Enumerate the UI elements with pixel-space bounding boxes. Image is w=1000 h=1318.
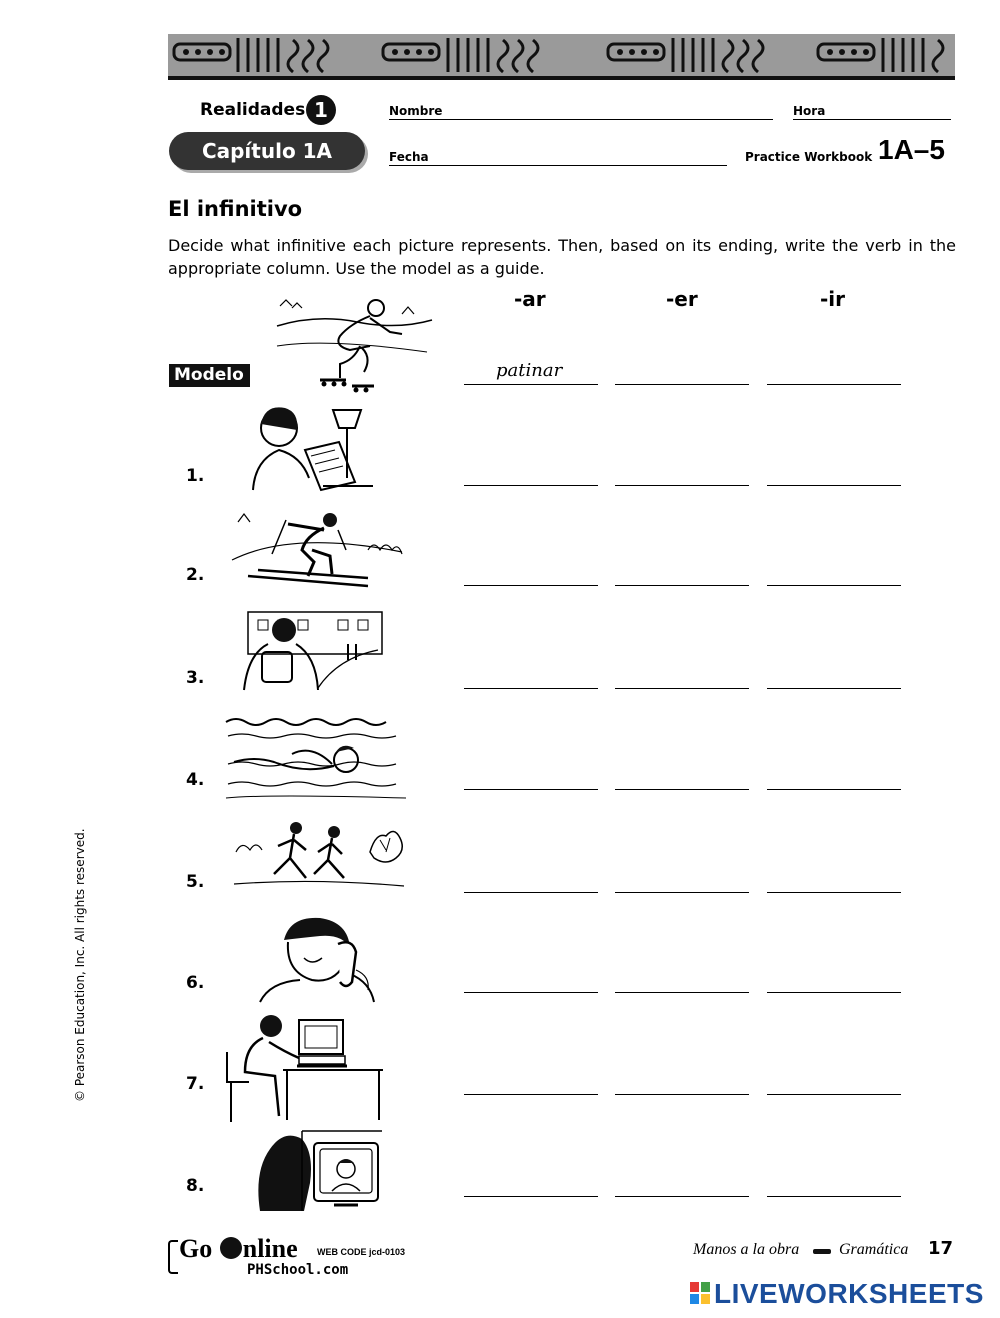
answer-4-er[interactable] xyxy=(615,789,749,790)
liveworksheets-logo-icon xyxy=(690,1282,710,1304)
answer-3-ar[interactable] xyxy=(464,688,598,689)
answer-7-ar[interactable] xyxy=(464,1094,598,1095)
go-online-text-go: Go xyxy=(179,1234,213,1263)
model-label: Modelo xyxy=(169,364,250,387)
computer-icon xyxy=(223,1012,387,1126)
running-icon xyxy=(230,818,410,894)
answer-1-ir[interactable] xyxy=(767,485,901,486)
going-to-school-icon xyxy=(238,608,384,692)
item-number: 5. xyxy=(186,872,205,892)
answer-7-ir[interactable] xyxy=(767,1094,901,1095)
phone-call-icon xyxy=(254,914,384,1006)
answer-8-ir[interactable] xyxy=(767,1196,901,1197)
answer-2-ir[interactable] xyxy=(767,585,901,586)
fecha-field[interactable] xyxy=(389,165,727,166)
answer-2-ar[interactable] xyxy=(464,585,598,586)
go-online-text-nline: nline xyxy=(242,1234,298,1263)
skiing-icon xyxy=(228,510,408,592)
answer-2-er[interactable] xyxy=(615,585,749,586)
decorative-banner xyxy=(168,34,955,80)
answer-3-ir[interactable] xyxy=(767,688,901,689)
item-number: 7. xyxy=(186,1074,205,1094)
go-online-logo[interactable] xyxy=(179,1234,298,1264)
hora-field[interactable] xyxy=(793,119,951,120)
answer-4-ar[interactable] xyxy=(464,789,598,790)
answer-6-er[interactable] xyxy=(615,992,749,993)
model-answer-ir-line xyxy=(767,384,901,385)
activity-title: El infinitivo xyxy=(168,197,303,221)
subsection-name: Gramática xyxy=(839,1241,909,1258)
answer-7-er[interactable] xyxy=(615,1094,749,1095)
answer-4-ir[interactable] xyxy=(767,789,901,790)
reading-icon xyxy=(237,402,377,494)
answer-1-er[interactable] xyxy=(615,485,749,486)
globe-icon xyxy=(220,1237,242,1259)
item-number: 3. xyxy=(186,668,205,688)
answer-1-ar[interactable] xyxy=(464,485,598,486)
chapter-badge: Capítulo 1A xyxy=(169,132,365,170)
item-number: 6. xyxy=(186,973,205,993)
answer-5-ir[interactable] xyxy=(767,892,901,893)
page-number: 17 xyxy=(928,1238,954,1259)
item-number: 4. xyxy=(186,770,205,790)
column-header-ir: -ir xyxy=(820,287,846,311)
web-code: WEB CODE jcd-0103 xyxy=(317,1247,406,1257)
item-number: 2. xyxy=(186,565,205,585)
column-header-ar: -ar xyxy=(514,287,546,311)
answer-8-er[interactable] xyxy=(615,1196,749,1197)
answer-6-ir[interactable] xyxy=(767,992,901,993)
level-badge: 1 xyxy=(306,95,336,125)
liveworksheets-brand[interactable]: LIVEWORKSHEETS xyxy=(714,1278,984,1309)
copyright-notice: © Pearson Education, Inc. All rights reserved. xyxy=(73,828,87,1102)
phschool-link[interactable]: PHSchool.com xyxy=(247,1262,349,1278)
skating-icon xyxy=(272,296,437,396)
answer-6-ar[interactable] xyxy=(464,992,598,993)
workbook-label: Practice Workbook xyxy=(745,150,873,164)
model-answer-ar-line xyxy=(464,384,598,385)
watching-tv-icon xyxy=(248,1127,384,1213)
answer-5-ar[interactable] xyxy=(464,892,598,893)
answer-5-er[interactable] xyxy=(615,892,749,893)
activity-instructions: Decide what infinitive each picture represents. Then, based on its ending, write the verb in the appropriate column. Use the model as a guide. xyxy=(168,236,956,278)
fecha-label: Fecha xyxy=(389,150,429,164)
series-label: Realidades xyxy=(200,100,306,120)
item-number: 8. xyxy=(186,1176,205,1196)
swimming-icon xyxy=(222,714,412,804)
section-name: Manos a la obra xyxy=(693,1241,800,1258)
item-number: 1. xyxy=(186,466,205,486)
workbook-number: 1A–5 xyxy=(878,134,945,165)
answer-8-ar[interactable] xyxy=(464,1196,598,1197)
nombre-label: Nombre xyxy=(389,104,443,118)
hora-label: Hora xyxy=(793,104,826,118)
column-header-er: -er xyxy=(666,287,698,311)
answer-3-er[interactable] xyxy=(615,688,749,689)
go-online-bracket xyxy=(168,1240,178,1274)
separator-bar xyxy=(813,1249,831,1254)
model-answer: patinar xyxy=(496,360,563,381)
model-answer-er-line xyxy=(615,384,749,385)
nombre-field[interactable] xyxy=(389,119,773,120)
